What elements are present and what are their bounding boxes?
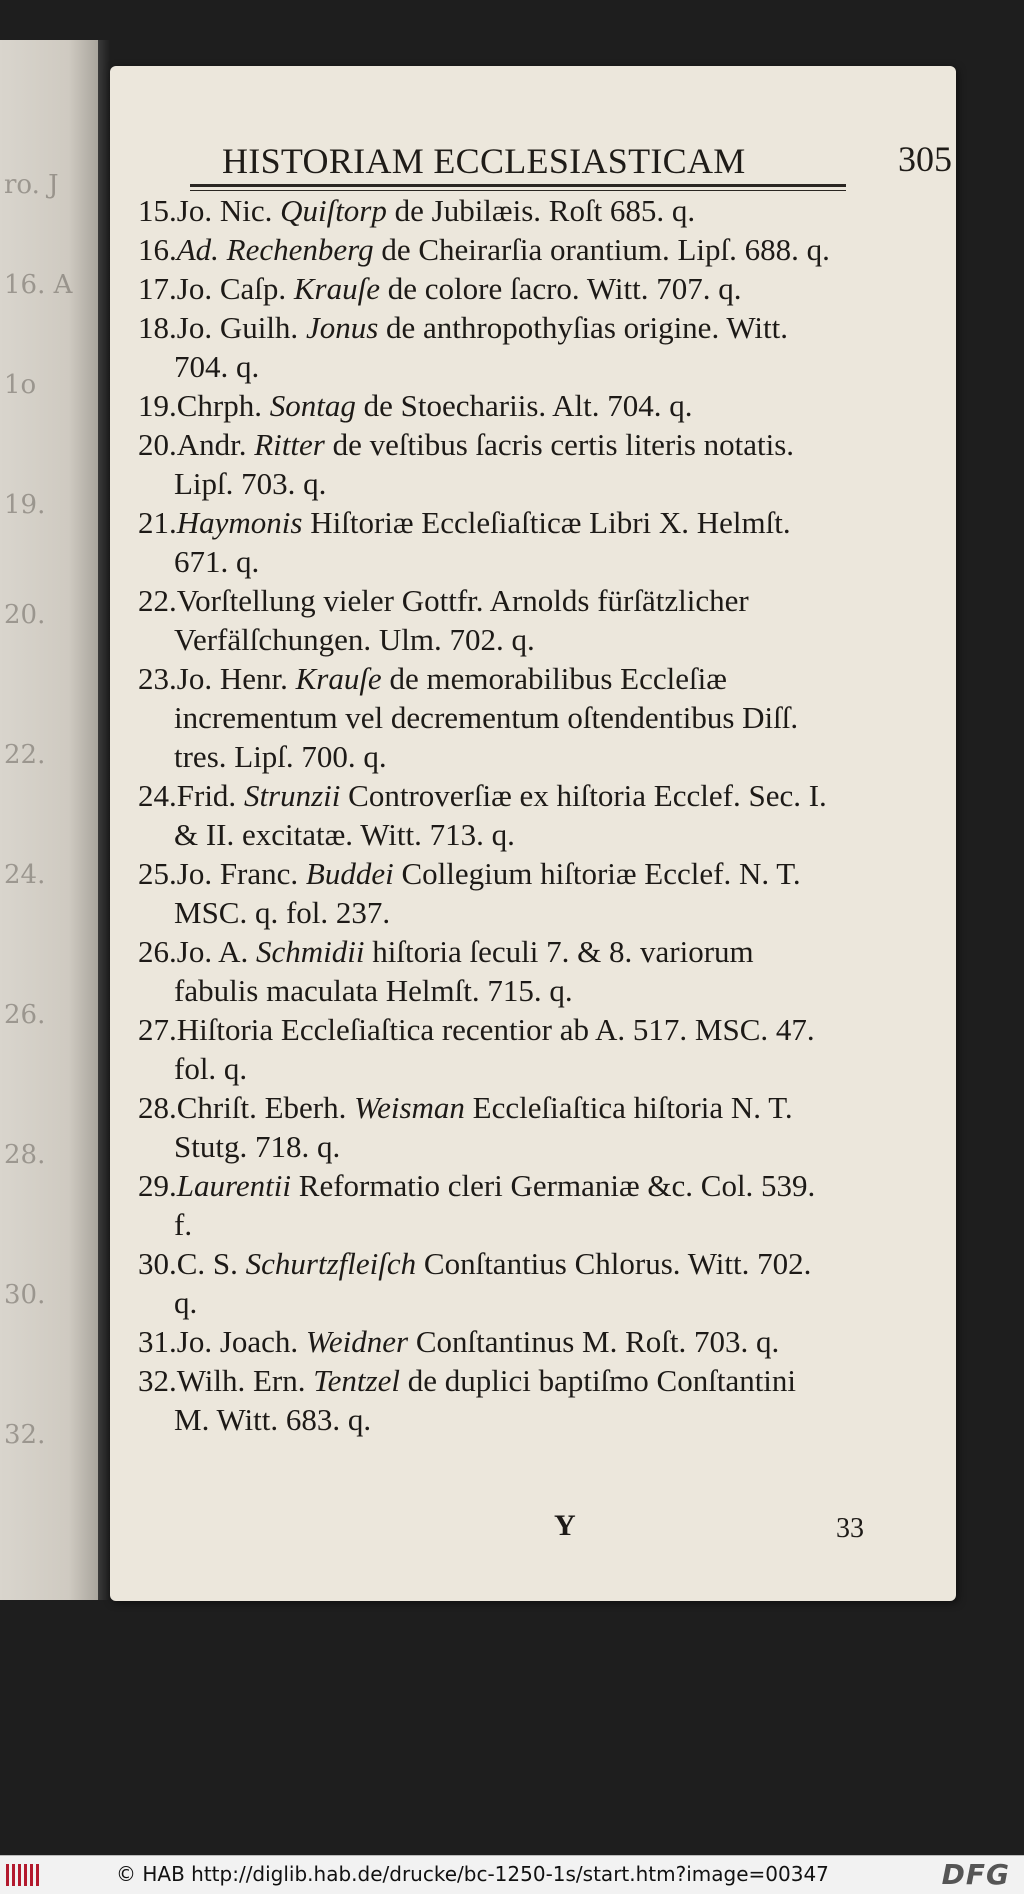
entry-text: Jo. Henr. <box>176 661 296 696</box>
facing-page-text: 32. <box>4 1420 46 1450</box>
entry-title: de Jubilæis. Roſt 685. q. <box>386 193 696 228</box>
entry-author: Ad. Rechenberg <box>176 232 374 267</box>
entry-title: de veſtibus ſacris certis literis notatis. Lipſ. 703. q. <box>174 427 795 501</box>
entry-number: 20. <box>138 427 177 462</box>
entry-item <box>134 1166 834 1244</box>
entry-item <box>134 503 834 581</box>
entry-text: Jo. Joach. <box>176 1324 306 1359</box>
entry-number: 23. <box>138 661 177 696</box>
entry-number: 25. <box>138 856 177 891</box>
entry-item <box>134 776 834 854</box>
entry-author: Laurentii <box>176 1168 292 1203</box>
entry-item <box>134 230 834 269</box>
entry-number: 31. <box>138 1324 177 1359</box>
facing-page-text: 28. <box>4 1140 46 1170</box>
entry-title: Conſtantinus M. Roſt. 703. q. <box>408 1324 780 1359</box>
copyright-link[interactable]: © HAB http://diglib.hab.de/drucke/bc-1250-1s/start.htm?image=00347 <box>116 1862 829 1886</box>
entry-item <box>134 1088 834 1166</box>
facing-page-text: ro. J <box>4 170 59 200</box>
page-gutter-shadow <box>98 40 110 1600</box>
facing-page-text: 16. A <box>4 270 73 300</box>
dfg-logo: DFG <box>941 1858 1010 1891</box>
entry-number: 17. <box>138 271 177 306</box>
entry-number: 28. <box>138 1090 177 1125</box>
entry-text: Jo. Franc. <box>176 856 306 891</box>
entry-title: de memorabilibus Eccleſiæ incrementum vel decrementum oſtendentibus Diſſ. tres. Lipſ. 700. q. <box>174 661 799 774</box>
entry-number: 22. <box>138 583 177 618</box>
entry-author: Sontag <box>269 388 356 423</box>
entry-author: Jonus <box>305 310 379 345</box>
entry-author: Krauſe <box>293 271 380 306</box>
entry-author: Schurtzfleiſch <box>245 1246 417 1281</box>
entry-number: 27. <box>138 1012 177 1047</box>
viewer-footer-bar <box>0 1855 1024 1894</box>
entry-text: Wilh. Ern. <box>176 1363 314 1398</box>
signature-mark: Y <box>554 1509 576 1542</box>
entry-item <box>134 308 834 386</box>
barcode-logo-icon <box>6 1864 42 1886</box>
entry-item <box>134 932 834 1010</box>
facing-page-text: 22. <box>4 740 46 770</box>
entry-text: Andr. <box>176 427 255 462</box>
entry-title: Conſtantius Chlorus. Witt. 702. q. <box>174 1246 812 1320</box>
entry-item <box>134 659 834 776</box>
entry-number: 29. <box>138 1168 177 1203</box>
entry-author: Tentzel <box>313 1363 400 1398</box>
entry-item <box>134 1322 834 1361</box>
entry-author: Buddei <box>305 856 394 891</box>
entry-number: 26. <box>138 934 177 969</box>
entry-number: 18. <box>138 310 177 345</box>
entry-item <box>134 1010 834 1088</box>
facing-page-text: 20. <box>4 600 46 630</box>
entry-text: Jo. A. <box>176 934 256 969</box>
facing-page-text: 19. <box>4 490 46 520</box>
entry-title: Collegium hiſtoriæ Ecclef. N. T. MSC. q. fol. 237. <box>174 856 801 930</box>
entry-item <box>134 386 834 425</box>
running-title: HISTORIAM ECCLESIASTICAM <box>222 141 746 181</box>
entry-title: de anthropothyſias origine. Witt. 704. q. <box>174 310 788 384</box>
header-rule <box>190 184 846 187</box>
entry-item <box>134 581 834 659</box>
catchword: 33 <box>836 1513 864 1544</box>
entry-number: 15. <box>138 193 177 228</box>
entry-text: Jo. Nic. <box>176 193 281 228</box>
entry-text: Jo. Caſp. <box>176 271 294 306</box>
entry-number: 16. <box>138 232 177 267</box>
entry-item <box>134 191 834 230</box>
entry-number: 21. <box>138 505 177 540</box>
bibliography-list <box>134 191 834 1439</box>
facing-page-text: 24. <box>4 860 46 890</box>
page-number: 305 <box>898 139 952 179</box>
entry-text: C. S. <box>176 1246 246 1281</box>
entry-title: Eccleſiaſtica hiſtoria N. T. Stutg. 718. q. <box>174 1090 793 1164</box>
facing-page-edge <box>0 40 98 1600</box>
entry-number: 32. <box>138 1363 177 1398</box>
entry-author: Schmidii <box>256 934 365 969</box>
entry-number: 30. <box>138 1246 177 1281</box>
entry-item <box>134 1361 834 1439</box>
facing-page-text: 1o <box>4 370 37 400</box>
entry-title: Reformatio cleri Germaniæ &c. Col. 539. f. <box>174 1168 816 1242</box>
facing-page-text: 26. <box>4 1000 46 1030</box>
entry-author: Ritter <box>254 427 325 462</box>
entry-text: Vorſtellung vieler Gottfr. Arnolds fürſätzlicher Verfälſchungen. Ulm. 702. q. <box>174 583 749 657</box>
entry-number: 19. <box>138 388 177 423</box>
page-footer <box>134 1509 864 1549</box>
entry-author: Haymonis <box>176 505 303 540</box>
entry-text: Frid. <box>176 778 244 813</box>
entry-text: Jo. Guilh. <box>176 310 306 345</box>
entry-item <box>134 1244 834 1322</box>
entry-title: de colore ſacro. Witt. 707. q. <box>380 271 742 306</box>
entry-author: Weisman <box>354 1090 465 1125</box>
entry-text: Hiſtoria Eccleſiaſtica recentior ab A. 517. MSC. 47. fol. q. <box>174 1012 815 1086</box>
entry-item <box>134 269 834 308</box>
entry-author: Weidner <box>305 1324 409 1359</box>
book-page <box>110 66 956 1601</box>
entry-author: Quiſtorp <box>280 193 387 228</box>
facing-page-text: 30. <box>4 1280 46 1310</box>
entry-title: de Stoechariis. Alt. 704. q. <box>355 388 693 423</box>
entry-item <box>134 425 834 503</box>
entry-title: de Cheirarſia orantium. Lipſ. 688. q. <box>373 232 830 267</box>
entry-author: Krauſe <box>295 661 382 696</box>
entry-text: Chriſt. Eberh. <box>176 1090 355 1125</box>
page-header <box>222 124 952 184</box>
entry-title: de duplici baptiſmo Conſtantini M. Witt. 683. q. <box>174 1363 797 1437</box>
entry-item <box>134 854 834 932</box>
entry-text: Chrph. <box>176 388 270 423</box>
entry-number: 24. <box>138 778 177 813</box>
entry-title: Hiſtoriæ Eccleſiaſticæ Libri X. Helmſt. 671. q. <box>174 505 791 579</box>
entry-title: Controverſiæ ex hiſtoria Ecclef. Sec. I. & II. excitatæ. Witt. 713. q. <box>174 778 827 852</box>
entry-title: hiſtoria ſeculi 7. & 8. variorum fabulis maculata Helmſt. 715. q. <box>174 934 754 1008</box>
entry-author: Strunzii <box>243 778 341 813</box>
